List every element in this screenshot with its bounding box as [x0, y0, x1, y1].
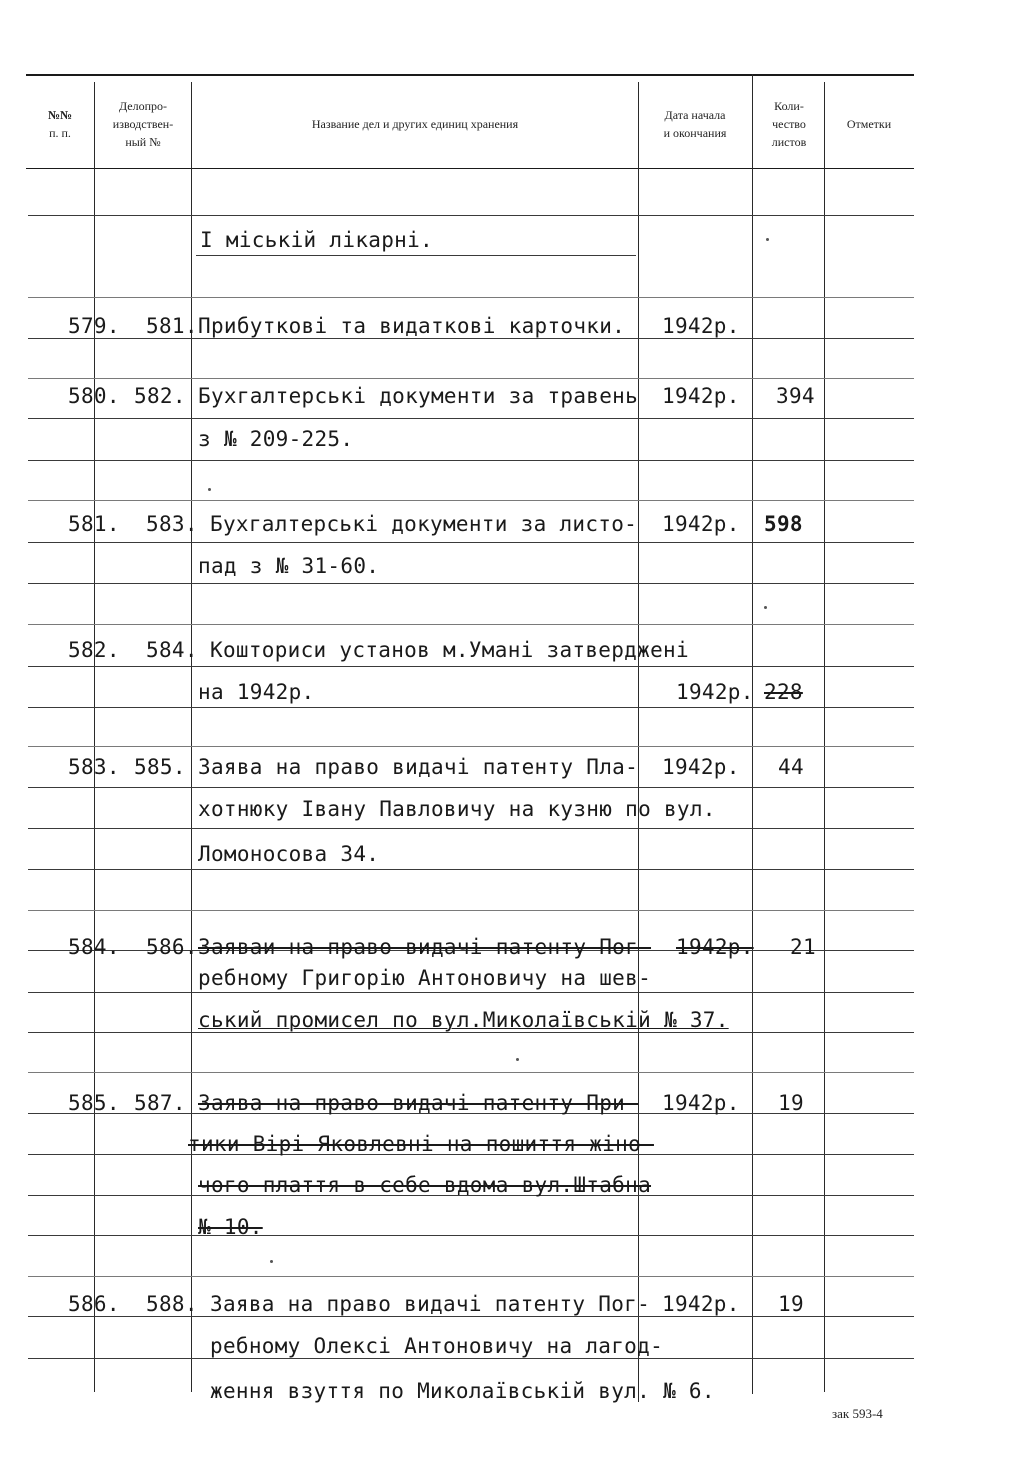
row-rule: [28, 787, 914, 788]
row-rule: [28, 869, 914, 870]
record-file-number: 586.: [146, 935, 198, 959]
record-title-line: ребному Олексі Антоновичу на лагод-: [210, 1334, 664, 1358]
scan-speck: [764, 606, 767, 609]
scan-speck: [766, 238, 769, 241]
record-sheets: 21: [790, 935, 816, 959]
header-col-sheets: Коли- чество листов: [771, 99, 807, 149]
record-title-line: тики Вірі Яковлевні на пошиття жіно-: [188, 1132, 654, 1156]
row-rule: [28, 1276, 914, 1277]
record-title-line: Ломоносова 34.: [198, 842, 380, 866]
scan-speck: [208, 488, 211, 491]
row-rule: [28, 583, 914, 584]
record-title-line: Бухгалтерські документи за травень: [198, 384, 639, 408]
record-number: 582.: [68, 638, 120, 662]
record-title-line: ребному Григорію Антоновичу на шев-: [198, 966, 652, 990]
record-sheets: 19: [778, 1292, 804, 1316]
record-number: 586.: [68, 1292, 120, 1316]
header-col-notes: Отметки: [846, 117, 892, 131]
row-rule: [28, 707, 914, 708]
row-rule: [28, 992, 914, 993]
header-top-rule: [26, 74, 914, 76]
record-date: 1942р.: [662, 384, 740, 408]
record-number: 580.: [68, 384, 120, 408]
row-rule: [28, 1316, 914, 1317]
section-heading: І міській лікарні.: [200, 228, 433, 252]
record-file-number: 582.: [134, 384, 186, 408]
record-title-line: Заява на право видачі патенту Пла-: [198, 755, 639, 779]
row-rule: [28, 215, 914, 216]
record-date: 1942р.: [676, 935, 754, 959]
record-date: 1942р.: [662, 314, 740, 338]
header-col-file-number: Делопро- изводствен- ный №: [112, 99, 174, 149]
header-col-title: Название дел и других единиц хранения: [311, 117, 519, 131]
record-title-line: ження взуття по Миколаївській вул. № 6.: [210, 1379, 715, 1403]
record-title-line: хотнюку Івану Павловичу на кузню по вул.: [198, 797, 716, 821]
row-rule: [28, 666, 914, 667]
record-file-number: 587.: [134, 1091, 186, 1115]
record-file-number: 585.: [134, 755, 186, 779]
column-divider: [752, 74, 753, 1394]
record-sheets: 19: [778, 1091, 804, 1115]
record-date: 1942р.: [662, 512, 740, 536]
record-number: 585.: [68, 1091, 120, 1115]
row-rule: [28, 460, 914, 461]
row-rule: [28, 1072, 914, 1073]
row-rule: [196, 255, 636, 256]
record-number: 584.: [68, 935, 120, 959]
header-col-dates: Дата начала и окончания: [663, 108, 727, 140]
column-divider: [638, 82, 639, 1402]
row-rule: [28, 828, 914, 829]
record-title-line: Бухгалтерські документи за листо-: [210, 512, 638, 536]
record-file-number: 588.: [146, 1292, 198, 1316]
record-file-number: 584.: [146, 638, 198, 662]
record-date: 1942р.: [662, 1292, 740, 1316]
row-rule: [28, 418, 914, 419]
row-rule: [28, 297, 914, 298]
row-rule: [28, 746, 914, 747]
record-title-line: на 1942р.: [198, 680, 315, 704]
record-sheets: 598: [764, 512, 803, 536]
record-title-line: Заява на право видачі патенту При-: [198, 1091, 639, 1115]
record-title-line: № 10.: [198, 1215, 263, 1239]
row-rule: [28, 500, 914, 501]
row-rule: [28, 1358, 914, 1359]
row-rule: [28, 378, 914, 379]
record-date: 1942р.: [662, 755, 740, 779]
scan-speck: [270, 1260, 273, 1263]
record-file-number: 583.: [146, 512, 198, 536]
row-rule: [28, 1032, 914, 1033]
record-title-line: з № 209-225.: [198, 427, 354, 451]
row-rule: [28, 910, 914, 911]
record-number: 581.: [68, 512, 120, 536]
row-rule: [28, 542, 914, 543]
record-title-line: Кошториси установ м.Умані затверджені: [210, 638, 689, 662]
record-sheets: 228: [764, 680, 803, 704]
record-title-line: Заява на право видачі патенту Пог-: [210, 1292, 651, 1316]
record-title-line: Прибуткові та видаткові карточки.: [198, 314, 626, 338]
record-date: 1942р.: [676, 680, 754, 704]
print-order-footer: зак 593-4: [832, 1406, 883, 1421]
row-rule: [28, 338, 914, 339]
record-title-line: чого плаття в себе вдома вул.Штабна: [198, 1173, 652, 1197]
record-title-line: пад з № 31-60.: [198, 554, 380, 578]
record-sheets: 44: [778, 755, 804, 779]
record-date: 1942р.: [662, 1091, 740, 1115]
row-rule: [28, 1235, 914, 1236]
record-title-line: Заяваи на право видачі патенту Пог-: [198, 935, 652, 959]
record-sheets: 394: [776, 384, 815, 408]
header-col-number: №№ п. п.: [47, 108, 73, 140]
record-number: 579.: [68, 314, 120, 338]
row-rule: [28, 624, 914, 625]
record-file-number: 581.: [146, 314, 198, 338]
scan-speck: [516, 1058, 519, 1061]
record-title-line: ський промисел по вул.Миколаївській № 37.: [198, 1008, 729, 1032]
record-number: 583.: [68, 755, 120, 779]
